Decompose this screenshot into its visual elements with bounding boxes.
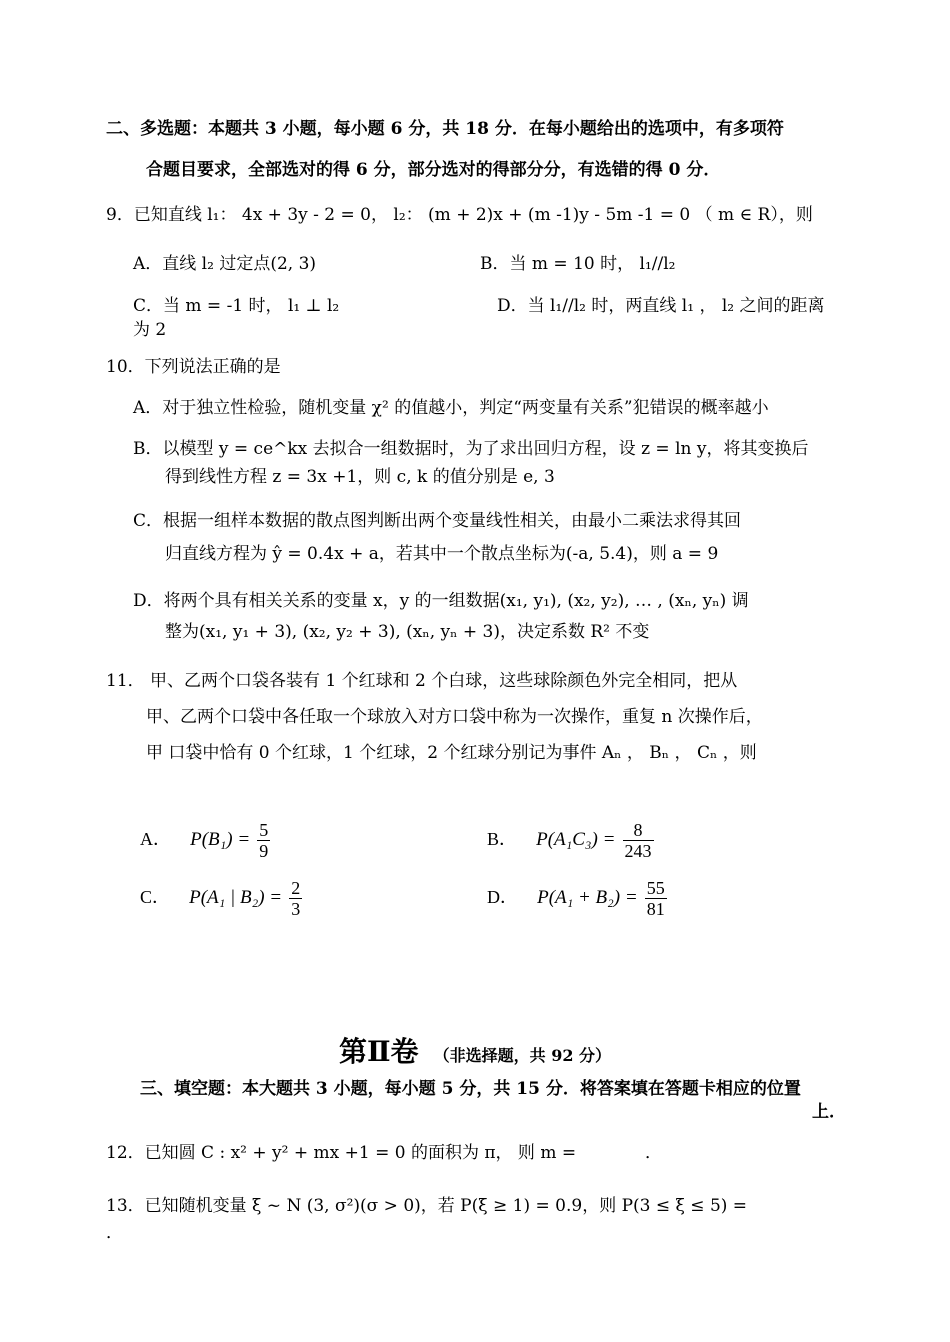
- q11-option-d-label: D．: [487, 887, 518, 907]
- q10-option-c-line1: C．根据一组样本数据的散点图判断出两个变量线性相关，由最小二乘法求得其回: [133, 511, 742, 531]
- section3-line2: 上．: [812, 1102, 846, 1122]
- part2-title: 第Ⅱ卷: [338, 1035, 419, 1068]
- q11-option-a: [140, 820, 270, 861]
- q13-text: 13．已知随机变量 ξ ~ N (3, σ²)(σ > 0)，若 P(ξ ≥ 1) = 0.9，则 P(3 ≤ ξ ≤ 5) =: [106, 1196, 748, 1216]
- q11-option-c: [140, 878, 302, 919]
- q11-option-a-expr: P(B₁) =: [190, 829, 251, 850]
- q11-option-b-denominator: 243: [624, 841, 652, 861]
- q13-end: ．: [106, 1223, 123, 1243]
- part2-subtitle: （非选择题，共 92 分）: [433, 1046, 612, 1065]
- q11-option-d-fraction: [645, 878, 667, 919]
- q11-option-a-numerator: 5: [259, 820, 269, 840]
- q9-option-a: A．直线 l₂ 过定点(2, 3): [133, 254, 317, 274]
- q12-text: 12．已知圆 C : x² + y² + mx +1 = 0 的面积为 π， 则 m =: [106, 1143, 577, 1163]
- q10-option-c-line2: 归直线方程为 ŷ = 0.4x + a，若其中一个散点坐标为(-a, 5.4)，则 a = 9: [165, 544, 719, 564]
- q9-option-d: D．当 l₁//l₂ 时，两直线 l₁ ， l₂ 之间的距离: [497, 296, 825, 316]
- section2-line2: 合题目要求，全部选对的得 6 分，部分选对的得部分分，有选错的得 0 分．: [146, 160, 721, 180]
- q11-line3: 甲 口袋中恰有 0 个红球，1 个红球，2 个红球分别记为事件 Aₙ ， Bₙ ， Cₙ ，则: [146, 743, 757, 763]
- q9-option-c: C．当 m = -1 时， l₁ ⊥ l₂: [133, 296, 340, 316]
- q11-option-a-label: A．: [140, 829, 171, 849]
- q9-option-d-cont: 为 2: [133, 320, 167, 340]
- section2-line1: 二、多选题：本题共 3 小题，每小题 6 分，共 18 分．在每小题给出的选项中，有多项符: [106, 119, 784, 139]
- q11-option-a-denominator: 9: [259, 841, 269, 861]
- q11-option-b-expr: P(A₁C₃) =: [536, 829, 616, 850]
- q12-end: ．: [645, 1143, 662, 1163]
- q11-option-c-denominator: 3: [291, 899, 301, 919]
- q10-option-a: A．对于独立性检验，随机变量 χ² 的值越小，判定“两变量有关系”犯错误的概率越小: [133, 398, 769, 418]
- section3-line1: 三、填空题：本大题共 3 小题，每小题 5 分，共 15 分．将答案填在答题卡相应的位置: [140, 1079, 801, 1099]
- q10-option-d-line1: D．将两个具有相关关系的变量 x，y 的一组数据(x₁, y₁), (x₂, y₂), … , (xₙ, yₙ) 调: [133, 591, 749, 611]
- q10-option-b-line1: B．以模型 y = ce^kx 去拟合一组数据时，为了求出回归方程，设 z = ln y，将其变换后: [133, 439, 809, 459]
- part2-heading: [0, 1030, 950, 1070]
- q11-option-d-expr: P(A₁ + B₂) =: [537, 887, 638, 908]
- q9-stem: 9．已知直线 l₁： 4x + 3y - 2 = 0， l₂： (m + 2)x + (m -1)y - 5m -1 = 0 （ m ∈ R），则: [106, 205, 813, 225]
- q11-option-c-label: C．: [140, 887, 171, 907]
- q11-option-d: [487, 878, 667, 919]
- q11-option-c-fraction: [289, 878, 302, 919]
- q11-line2: 甲、乙两个口袋中各任取一个球放入对方口袋中称为一次操作，重复 n 次操作后，: [146, 707, 763, 727]
- q11-option-d-denominator: 81: [646, 899, 665, 919]
- q11-option-b: [487, 820, 654, 861]
- q9-option-b: B．当 m = 10 时， l₁//l₂: [480, 254, 676, 274]
- q10-option-d-line2: 整为(x₁, y₁ + 3), (x₂, y₂ + 3), (xₙ, yₙ + 3)，决定系数 R² 不变: [165, 622, 650, 642]
- q11-line1: 11． 甲、乙两个口袋各装有 1 个红球和 2 个白球，这些球除颜色外完全相同，把从: [106, 671, 738, 691]
- q11-option-c-numerator: 2: [291, 878, 301, 898]
- q11-option-b-label: B．: [487, 829, 518, 849]
- q11-option-c-expr: P(A₁ | B₂) =: [189, 887, 283, 908]
- q11-option-a-fraction: [257, 820, 270, 861]
- q10-option-b-line2: 得到线性方程 z = 3x +1，则 c, k 的值分别是 e, 3: [165, 467, 555, 487]
- q11-option-b-numerator: 8: [623, 820, 654, 841]
- q11-option-b-fraction: [623, 820, 654, 861]
- q11-option-d-numerator: 55: [646, 878, 665, 898]
- q10-stem: 10．下列说法正确的是: [106, 357, 281, 377]
